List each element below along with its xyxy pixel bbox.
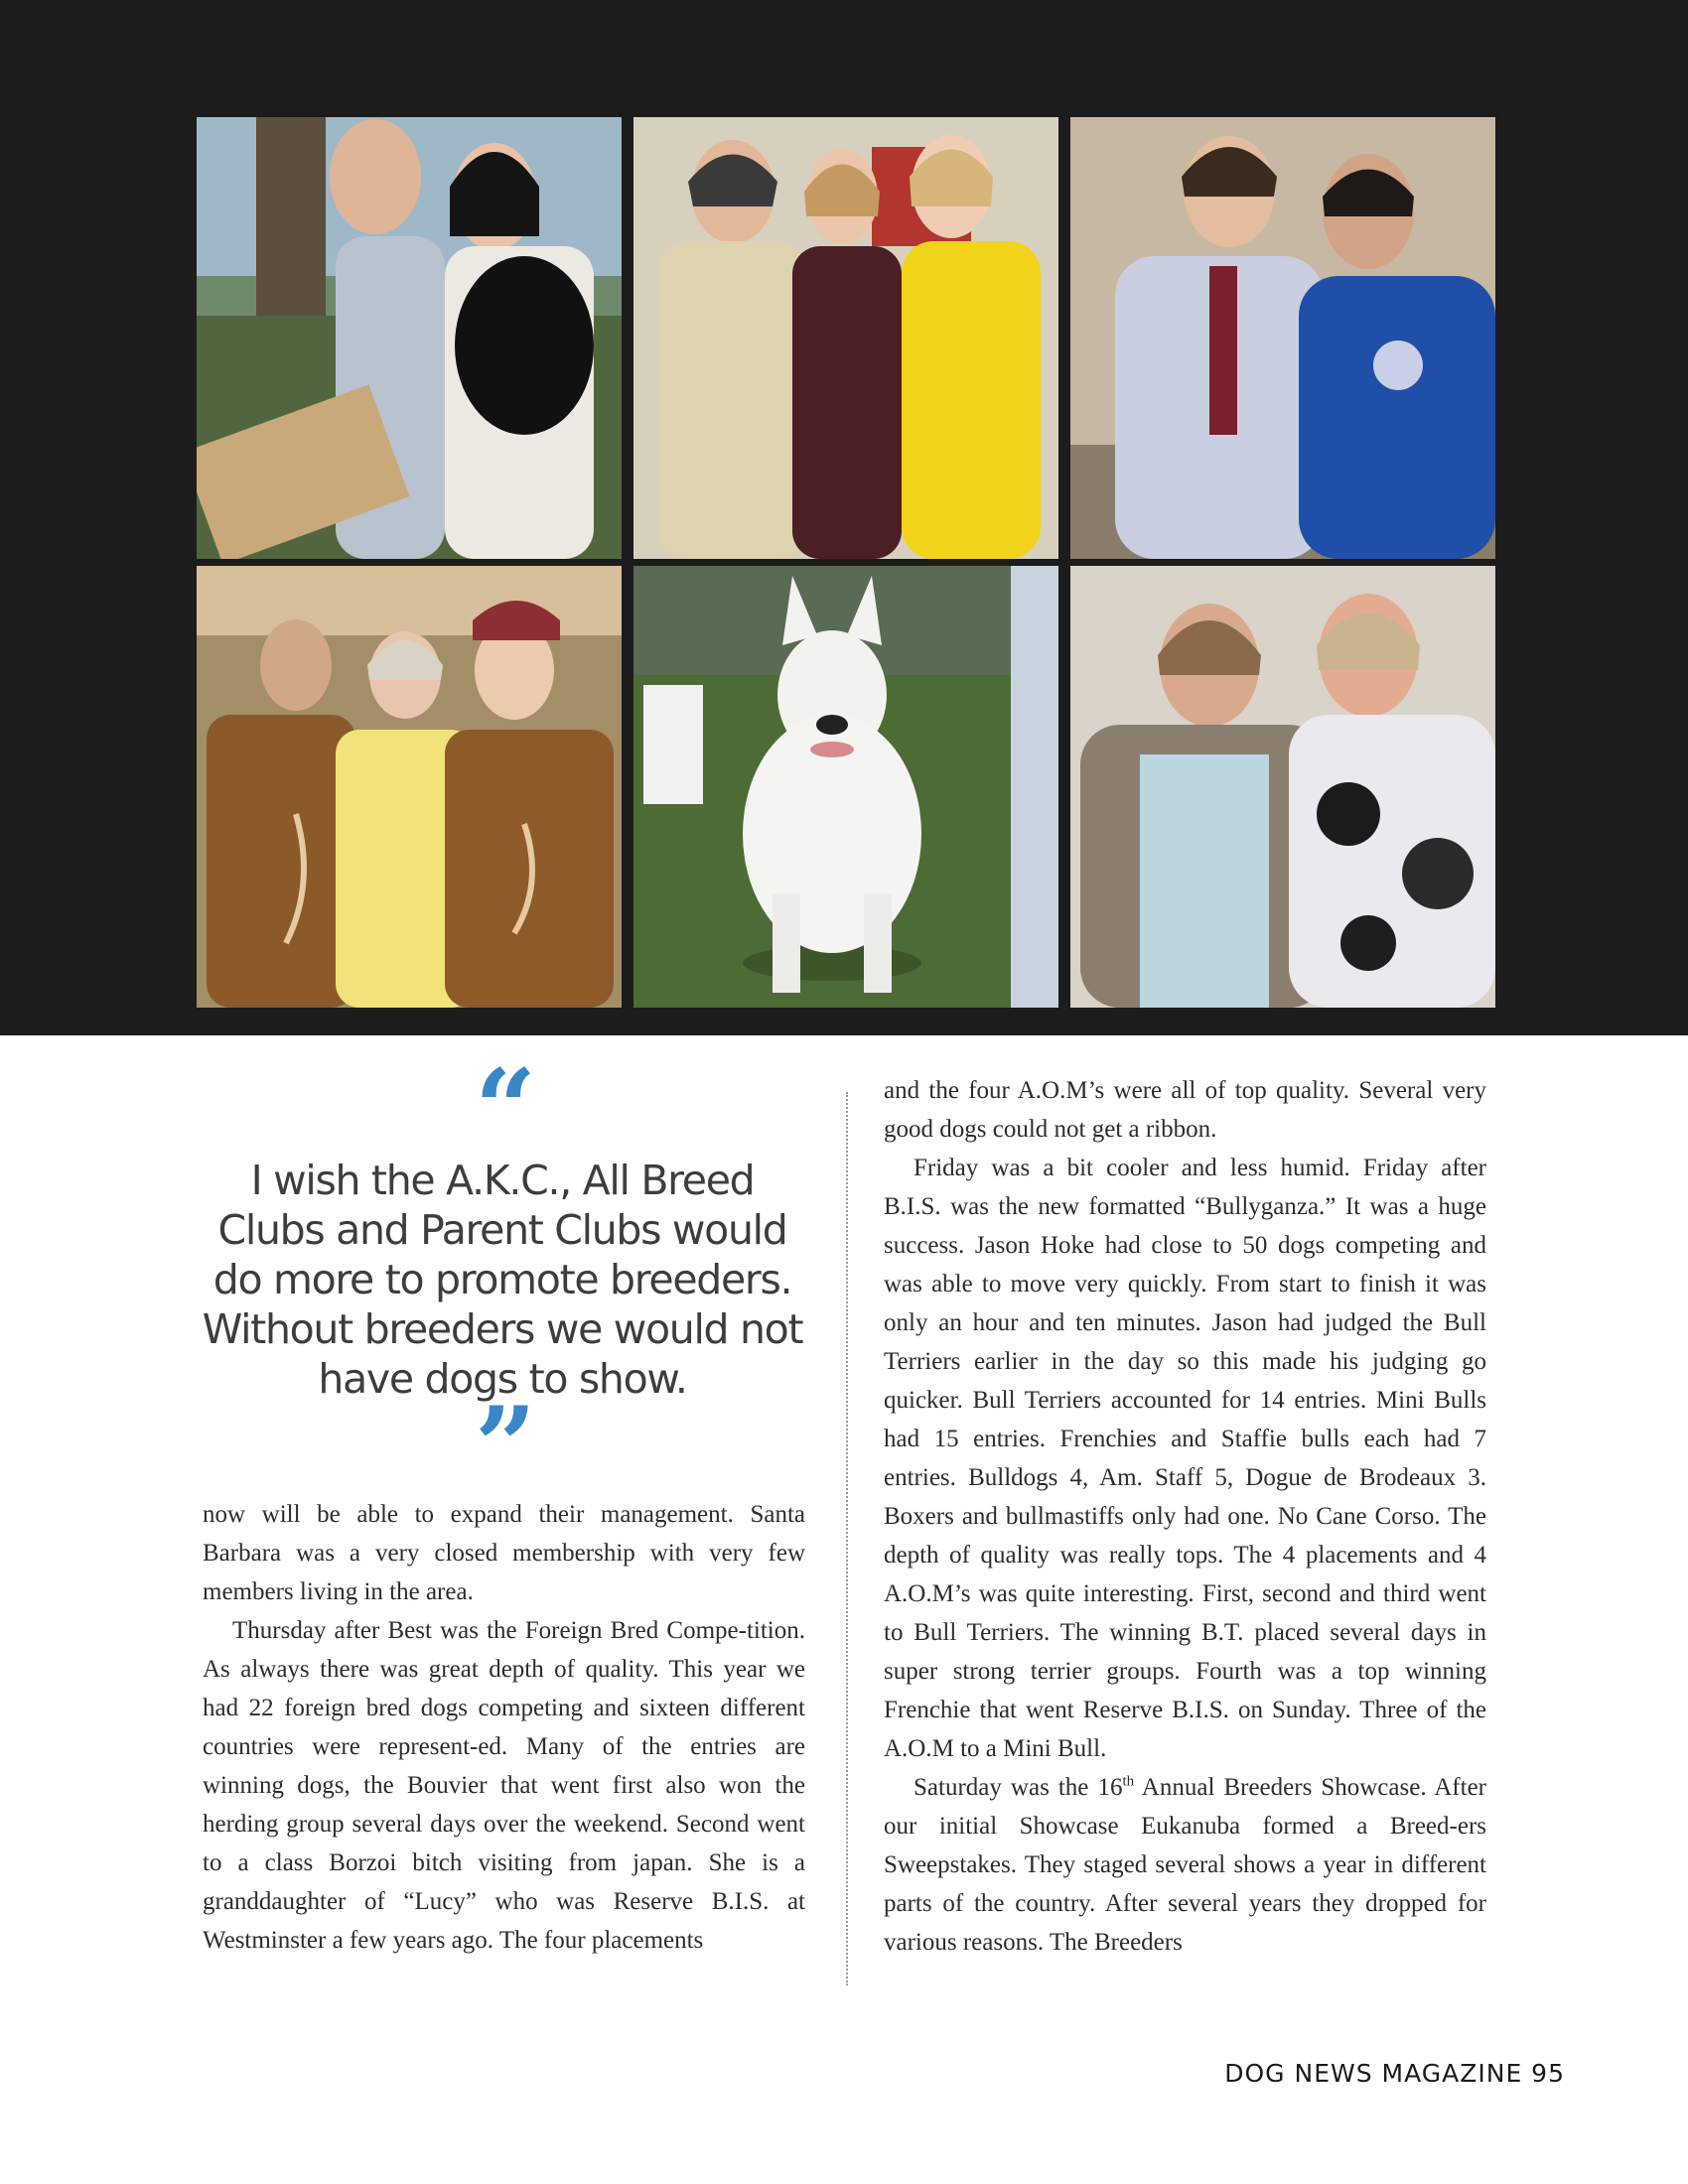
right-paragraph-3-end: Annual Breeders Showcase. After our initial Showcase Eukanuba formed a Breed-ers Sweepstakes. They staged several shows a year in different parts of the country. After several years they dropped for various reasons. The Breeders — [884, 1774, 1486, 1956]
open-quote-mark: “ — [474, 1046, 531, 1171]
right-paragraph-3 — [884, 1768, 1486, 1962]
photo-2 — [633, 117, 1058, 559]
photo-3 — [1070, 117, 1495, 559]
photo-band — [0, 0, 1688, 1035]
left-paragraph-1: now will be able to expand their management. Santa Barbara was a very closed membership with very few members living in the area. — [203, 1501, 805, 1605]
close-quote-mark: ” — [474, 1384, 531, 1509]
ordinal-suffix: th — [1122, 1773, 1135, 1790]
photo-4 — [197, 566, 622, 1008]
photo-1 — [197, 117, 622, 559]
pull-quote — [195, 1046, 810, 1509]
page-footer: DOG NEWS MAGAZINE 95 — [1224, 2059, 1565, 2088]
left-paragraph-2: Thursday after Best was the Foreign Bred Compe-tition. As always there was great depth of quality. This year we had 22 foreign bred dogs competing and sixteen different countries were represent-ed. Many of the entries are winning dogs, the Bouvier that went first also won the herding group several days over the weekend. Second went to a class Borzoi bitch visiting from japan. She is a granddaughter of “Lucy” who was Reserve B.I.S. at Westminster a few years ago. The four placements — [203, 1617, 805, 1954]
right-paragraph-1: and the four A.O.M’s were all of top quality. Several very good dogs could not get a ribbon. — [884, 1077, 1486, 1143]
left-column — [203, 1495, 805, 1960]
photo-6 — [1070, 566, 1495, 1008]
right-paragraph-3-start: Saturday was the 16 — [914, 1774, 1123, 1801]
pull-quote-text: I wish the A.K.C., All Breed Clubs and Parent Clubs would do more to promote breeders. Without breeders we would not have dogs to show. — [202, 1157, 803, 1403]
right-column — [884, 1071, 1486, 1962]
photo-5 — [633, 566, 1058, 1008]
column-divider — [846, 1092, 848, 1985]
right-paragraph-2: Friday was a bit cooler and less humid. Friday after B.I.S. was the new formatted “Bullyganza.” It was a huge success. Jason Hoke had close to 50 dogs competing and was able to move very quickly. From start to finish it was only an hour and ten minutes. Jason had judged the Bull Terriers earlier in the day so this made his judging go quicker. Bull Terriers accounted for 14 entries. Mini Bulls had 15 entries. Frenchies and Staffie bulls each had 7 entries. Bulldogs 4, Am. Staff 5, Dogue de Brodeaux 3. Boxers and bullmastiffs only had one. No Cane Corso. The depth of quality was really tops. The 4 placements and 4 A.O.M’s was quite interesting. First, second and third went to Bull Terriers. The winning B.T. placed several days in super strong terrier groups. Fourth was a top winning Frenchie that went Reserve B.I.S. on Sunday. Three of the A.O.M to a Mini Bull. — [884, 1155, 1486, 1762]
